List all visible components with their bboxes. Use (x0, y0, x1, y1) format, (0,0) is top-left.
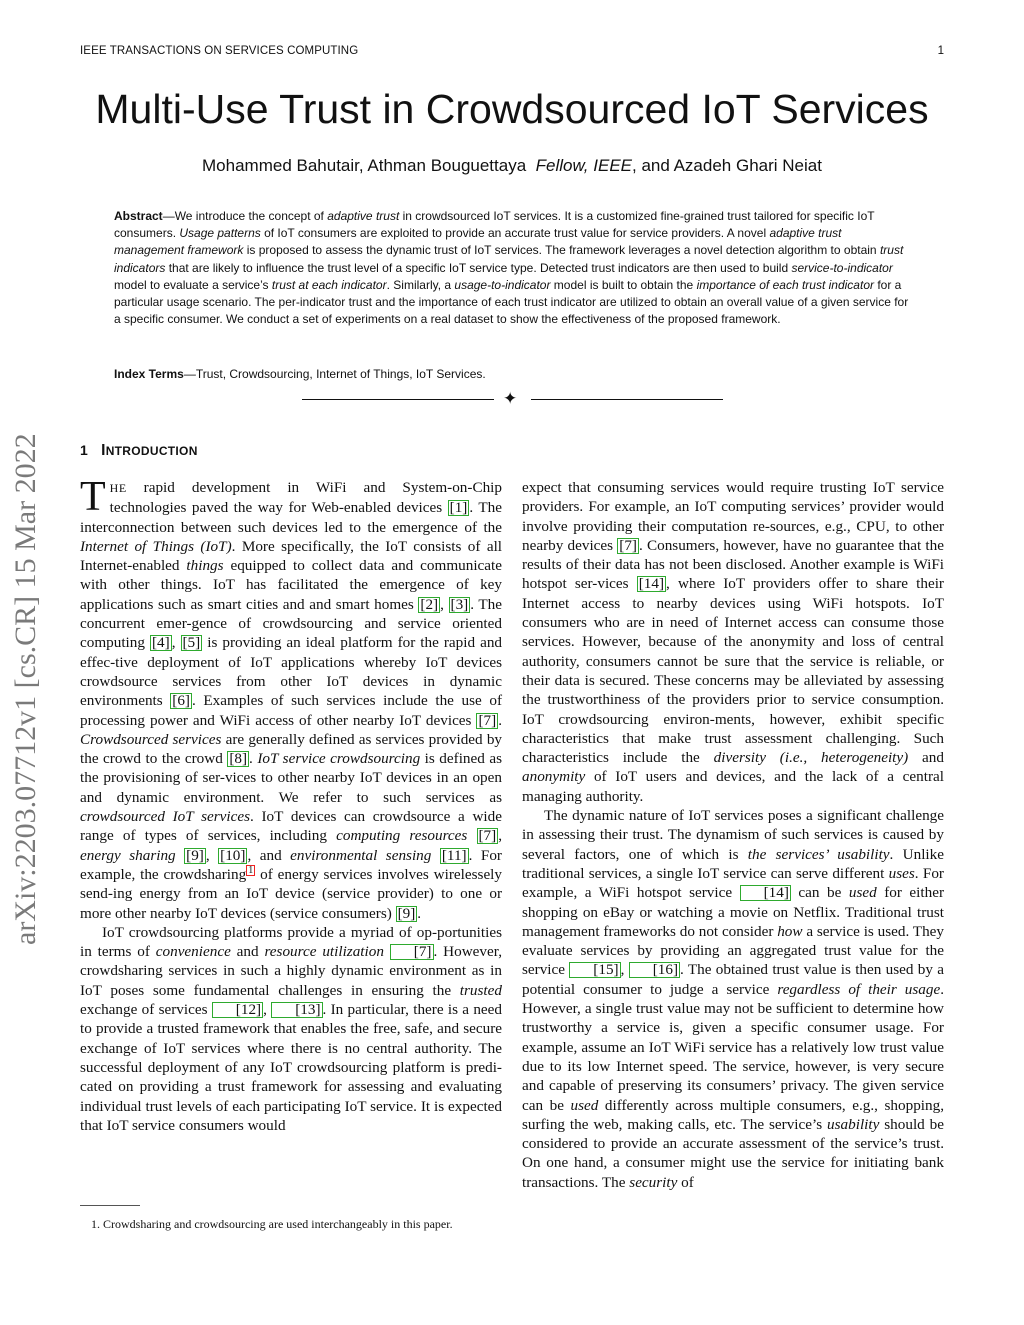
body-text: . The concurrent emer-gence of crowdsourcing and service oriented computing (80, 595, 502, 652)
emphasis: Internet of Things (IoT) (80, 537, 232, 555)
emphasis: computing resources (336, 827, 468, 845)
body-text: , (498, 827, 503, 845)
abstract-text: is proposed to assess the dynamic trust of IoT services. The framework leverages a novel detection algorithm to obtain (243, 243, 880, 258)
abstract-text: model is built to obtain the (550, 277, 697, 292)
abstract-text: —We introduce the concept of (162, 209, 328, 223)
small-caps-text: HE (109, 481, 127, 495)
emphasis: used (570, 1096, 599, 1114)
citation-link[interactable]: [14] (638, 575, 665, 593)
citation-link[interactable]: [8] (229, 750, 248, 768)
abstract-emphasis: trust at each indicator (271, 277, 387, 292)
abstract-text: for a particular usage scenario. The per-indicator trust and the importance of each trust indicator are utilized to obtain an overall value of a given service for a specific consumer. We conduct a set of experiments on a real dataset to show the effectiveness of the proposed framework. (114, 277, 909, 327)
body-text: . For example, the crowdsharing (80, 846, 502, 883)
body-text: should be considered to provide an accurate assessment of the service’s trust. On one hand, a consumer might use the service for initiating bank transactions. The (522, 1115, 944, 1191)
left-column (80, 474, 503, 1135)
body-text: is defined as the provisioning of ser-vices to other nearby IoT devices in an open and dynamic environment. We refer to such services as (80, 750, 502, 806)
drop-cap: T (80, 474, 106, 520)
body-text: , (171, 634, 181, 652)
body-text: IoT crowdsourcing platforms provide a myriad of op-portunities in terms of (80, 923, 502, 961)
citation-link[interactable]: [7] (478, 827, 497, 845)
body-text: . However, crowdsharing services in such a highly dynamic environment as in IoT poses some fundamental challenges in ensuring the (80, 943, 502, 999)
citation-link[interactable]: [15] (569, 962, 620, 978)
author-fellow-title: Fellow, IEEE (535, 156, 632, 175)
body-text: . The interconnection between such devices led to the emergence of the (80, 499, 502, 536)
abstract-emphasis: service-to-indicator (791, 260, 893, 275)
separator-diamond-icon: ✦ (503, 389, 518, 409)
body-text (176, 847, 184, 864)
footnote-number: 1. (91, 1217, 100, 1231)
body-text: of energy services involves wirelessely send-ing energy from an IoT device (service provider) to one or more other nearby IoT devices (service consumers) (80, 866, 502, 922)
section-title-rest: NTRODUCTION (105, 444, 198, 458)
abstract-emphasis: adaptive trust (327, 209, 400, 223)
body-text: . (417, 904, 422, 922)
index-terms-label: Index Terms (114, 367, 184, 381)
body-text: and (230, 943, 265, 961)
paper-title: Multi-Use Trust in Crowdsourced IoT Services (95, 86, 929, 132)
citation-link[interactable]: [16] (629, 962, 680, 978)
citation-link[interactable]: [14] (740, 885, 791, 901)
emphasis: IoT service crowdsourcing (257, 750, 421, 768)
paragraph (522, 806, 944, 1192)
body-text: . (498, 711, 502, 729)
emphasis: convenience (155, 943, 231, 961)
citation-link[interactable]: [3] (450, 595, 469, 613)
abstract-text: in crowdsourced IoT services. It is a customized fine-grained trust tailored for specific IoT consumers. (114, 209, 875, 241)
abstract-emphasis: Usage patterns (179, 226, 261, 241)
citation-link[interactable]: [1] (449, 499, 468, 517)
body-text: , (440, 595, 449, 613)
body-text: equipped to collect data and communicate with other things. IoT has facilitated the emergence of key applications such as smart cities and and smart homes (80, 557, 502, 613)
abstract-emphasis: adaptive trust management framework (114, 226, 842, 258)
emphasis: diversity (i.e., heterogeneity) (713, 749, 909, 767)
citation-link[interactable]: [2] (420, 595, 439, 613)
body-text: . The obtained trust value is then used by a potential consumer to judge a service (522, 961, 944, 998)
body-text: , and (247, 846, 291, 864)
body-text: for either shopping on eBay or watching a movie on Netflix. Traditional trust management frameworks do not consider (522, 884, 945, 940)
body-text: . For example, a WiFi hotspot service (522, 864, 944, 902)
abstract-emphasis: usage-to-indicator (454, 277, 551, 292)
abstract-text: that are likely to influence the trust level of a specific IoT service type. Detected trust indicators are then used to build (165, 260, 792, 275)
arxiv-identifier: arXiv:2203.07712v1 [cs.CR] 15 Mar 2022 (9, 433, 42, 945)
author-names: Mohammed Bahutair, Athman Bouguettaya (202, 156, 527, 175)
abstract-emphasis: importance of each trust indicator (696, 277, 874, 292)
body-text: . However, a single trust value may not be sufficient to determine how trustworthy a service is, given a specific consumer usage. For example, assume an IoT WiFi service has a relatively low trust value due to its low Internet speed. The service, however, is very secure and capable of preserving its consumers’ privacy. The given service can be (522, 980, 944, 1114)
section-number: 1 (80, 442, 89, 458)
citation-link[interactable]: [10] (220, 846, 246, 864)
emphasis: crowdsourced IoT services (80, 808, 251, 826)
author-list (0, 156, 1024, 176)
emphasis: things (186, 557, 224, 575)
citation-link[interactable]: [11] (441, 846, 467, 864)
author-names-tail: , and Azadeh Ghari Neiat (632, 156, 822, 175)
emphasis: usability (827, 1115, 880, 1133)
body-text: of IoT users and devices, and the lack of a central managing authority. (522, 768, 944, 805)
emphasis: how (777, 922, 803, 940)
emphasis: energy sharing (80, 846, 176, 864)
paragraph (80, 923, 502, 1135)
abstract-label: Abstract (114, 209, 163, 223)
emphasis: uses (888, 864, 915, 882)
paragraph (80, 474, 503, 923)
citation-link[interactable]: [13] (271, 1002, 322, 1018)
citation-link[interactable]: [7] (619, 536, 637, 554)
emphasis: resource utilization (264, 943, 384, 961)
body-text: can be (790, 884, 849, 902)
emphasis: Crowdsourced services (80, 730, 222, 748)
body-text: differently across multiple consumers, e.g., shopping, surfing the web, making calls, etc. The service’s (522, 1096, 944, 1133)
citation-link[interactable]: [9] (186, 846, 204, 864)
body-text: . Consumers, however, have no guarantee that the results of their data has not been disclosed. Another example is WiFi hotspot ser-vices (522, 536, 944, 593)
body-text: rapid development in WiFi and System-on-Chip technologies paved the way for Web-enabled devices (109, 479, 502, 517)
emphasis: trusted (459, 981, 502, 999)
body-text: The dynamic nature of IoT services poses a significant challenge in assessing their trust. The dynamism of such services is caused by several factors, one of which is (522, 807, 944, 863)
abstract (114, 208, 910, 328)
body-text: . More specifically, the IoT consists of all Internet-enabled (80, 537, 503, 575)
abstract-text: model to evaluate a service’s (114, 277, 272, 292)
page-number: 1 (937, 45, 944, 57)
body-text: and (908, 749, 944, 767)
citation-link[interactable]: [12] (212, 1002, 263, 1018)
body-text: , (263, 1001, 272, 1019)
body-text: of (677, 1173, 694, 1191)
emphasis: anonymity (522, 768, 586, 786)
abstract-text: of IoT consumers are exploited to provide an accurate trust value for service providers. A novel (260, 226, 770, 241)
body-text: exchange of services (80, 1001, 212, 1019)
footnote (80, 1216, 502, 1232)
citation-link[interactable]: [7] (478, 711, 497, 729)
body-text: . In particular, there is a need to provide a trusted framework that enables the free, safe, and secure exchange of IoT services where there is no central authority. The successful deployment of any IoT crowdsourcing platform is predi-cated on providing a trust framework for assessing and evaluating individual trust levels of each participating IoT service. It is expected that IoT service consumers would (80, 1001, 503, 1134)
body-text: . IoT devices can crowdsource a wide range of types of services, including (80, 808, 502, 845)
body-text: a service is used. They evaluate services by providing an aggregated trust value for the service (522, 922, 944, 979)
body-text: , (205, 846, 219, 864)
body-text: . Examples of such services include the use of processing power and WiFi access of other nearby IoT devices (80, 692, 503, 729)
body-text: is providing an ideal platform for the rapid and effec-tive deployment of IoT applications whereby IoT devices crowdsource services from other IoT devices in dynamic environments (80, 634, 503, 710)
footnote-link[interactable]: 1 (248, 864, 254, 876)
section-title-initial: I (101, 442, 106, 459)
body-text: . Unlike traditional services, a single IoT service can serve different (522, 845, 944, 882)
body-text (467, 827, 476, 844)
emphasis: security (629, 1173, 678, 1191)
body-text: , where IoT providers offer to share their Internet access to nearby devices using WiFi hotspots. IoT consumers who are in need of Internet access can consume those services. However, because of the anonymity and loss of central authority, consumers cannot be sure that the service is reliable, or their data is secured. These concerns may be alleviated by assessing the trustworthiness of the providers prior to service consumption. IoT crowdsourcing environ-ments, however, exhibit specific characteristics that make trust assessment challenging. Such characteristics include the (522, 575, 944, 767)
emphasis: used (848, 884, 877, 902)
citation-link[interactable]: [7] (390, 944, 434, 960)
running-header: IEEE TRANSACTIONS ON SERVICES COMPUTING (80, 45, 359, 57)
separator-line-left (302, 399, 494, 400)
body-text (431, 847, 439, 864)
footnote-rule (80, 1205, 140, 1206)
citation-link[interactable]: [9] (397, 904, 416, 922)
footnote-text: Crowdsharing and crowdsourcing are used interchangeably in this paper. (100, 1217, 453, 1231)
citation-link[interactable]: [6] (172, 692, 190, 710)
emphasis: regardless of their usage (777, 980, 941, 998)
body-text: expect that consuming services would require trusting IoT service providers. For example, an IoT computing services’ provider would involve providing their computation re-sources, e.g., CPU, to other nearby devices (522, 479, 944, 554)
index-terms (114, 366, 910, 383)
emphasis: the services’ usability (747, 845, 890, 863)
paragraph (522, 478, 944, 806)
right-column (522, 478, 944, 1192)
body-text: are generally defined as services provided by the crowd to the crowd (80, 730, 503, 768)
body-text: , (620, 961, 629, 979)
abstract-emphasis: trust indicators (114, 243, 904, 275)
citation-link[interactable]: [5] (182, 634, 201, 652)
index-terms-text: —Trust, Crowdsourcing, Internet of Things, IoT Services. (183, 367, 486, 381)
emphasis: environmental sensing (290, 846, 432, 864)
section-heading (80, 442, 198, 460)
abstract-text: . Similarly, a (386, 277, 455, 292)
separator-line-right (531, 399, 723, 400)
citation-link[interactable]: [4] (151, 634, 170, 652)
body-text: . (249, 750, 258, 768)
